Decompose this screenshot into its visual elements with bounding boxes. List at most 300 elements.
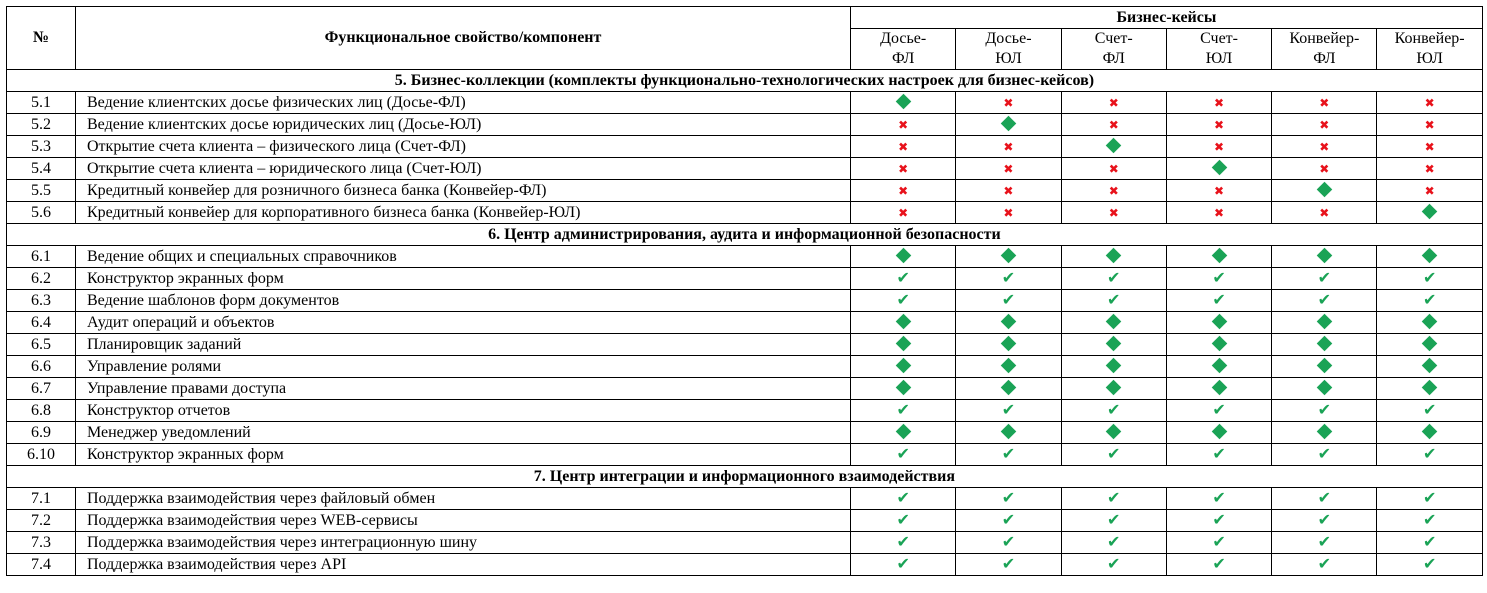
diamond-icon	[1211, 314, 1227, 330]
diamond-icon	[1211, 358, 1227, 374]
check-icon: ✔	[1001, 554, 1016, 573]
table-row	[7, 334, 1483, 356]
case-label-line1: Досье-	[880, 30, 927, 47]
check-icon: ✔	[1212, 554, 1226, 573]
availability-cell	[956, 268, 1061, 290]
check-icon: ✔	[1422, 532, 1437, 551]
diamond-icon	[1001, 314, 1017, 330]
availability-cell	[1166, 114, 1271, 136]
row-number: 5.4	[7, 158, 76, 180]
availability-cell	[851, 290, 956, 312]
cross-icon: ✖	[1108, 161, 1119, 176]
feature-name: Конструктор экранных форм	[76, 268, 851, 290]
availability-cell	[1377, 510, 1482, 532]
table-row	[7, 202, 1483, 224]
table-row	[7, 290, 1483, 312]
diamond-icon	[1106, 358, 1122, 374]
diamond-icon	[1001, 358, 1017, 374]
table-row	[7, 158, 1483, 180]
availability-cell	[956, 202, 1061, 224]
availability-cell	[851, 378, 956, 400]
check-icon: ✔	[1001, 400, 1016, 419]
availability-cell	[956, 488, 1061, 510]
check-icon: ✔	[1001, 532, 1016, 551]
availability-cell	[1377, 268, 1482, 290]
availability-cell	[1166, 400, 1271, 422]
check-icon: ✔	[1317, 290, 1332, 309]
availability-cell	[1061, 488, 1166, 510]
diamond-icon	[895, 424, 911, 440]
availability-cell	[1166, 378, 1271, 400]
check-icon: ✔	[1107, 510, 1121, 529]
row-number: 5.3	[7, 136, 76, 158]
check-icon: ✔	[1317, 488, 1332, 507]
availability-cell	[956, 246, 1061, 268]
diamond-icon	[1106, 336, 1122, 352]
availability-cell	[1377, 356, 1482, 378]
availability-cell	[1061, 290, 1166, 312]
diamond-icon	[895, 248, 911, 264]
section-title: 6. Центр администрирования, аудита и информационной безопасности	[7, 224, 1483, 246]
feature-name: Ведение общих и специальных справочников	[76, 246, 851, 268]
availability-cell	[1166, 312, 1271, 334]
availability-cell	[1166, 532, 1271, 554]
check-icon: ✔	[1422, 400, 1437, 419]
availability-cell	[956, 532, 1061, 554]
case-label-line2: ФЛ	[892, 50, 915, 67]
column-group-business-cases: Бизнес-кейсы	[851, 7, 1483, 29]
cross-icon: ✖	[1003, 183, 1014, 198]
availability-cell	[956, 400, 1061, 422]
availability-cell	[1166, 158, 1271, 180]
cross-icon: ✖	[898, 139, 909, 154]
check-icon: ✔	[1422, 268, 1437, 287]
feature-name: Ведение клиентских досье физических лиц (Досье-ФЛ)	[76, 92, 851, 114]
row-number: 6.10	[7, 444, 76, 466]
check-icon: ✔	[1422, 488, 1437, 507]
column-header-case	[851, 29, 956, 70]
table-row	[7, 268, 1483, 290]
row-number: 5.6	[7, 202, 76, 224]
diamond-icon	[1106, 138, 1122, 154]
availability-cell	[1272, 356, 1377, 378]
availability-cell	[1061, 554, 1166, 576]
availability-cell	[956, 92, 1061, 114]
diamond-icon	[1422, 424, 1438, 440]
check-icon: ✔	[1422, 444, 1437, 463]
availability-cell	[851, 268, 956, 290]
availability-cell	[1166, 246, 1271, 268]
availability-cell	[1272, 400, 1377, 422]
table-row	[7, 92, 1483, 114]
diamond-icon	[1001, 336, 1017, 352]
cross-icon: ✖	[1319, 117, 1330, 132]
check-icon: ✔	[1107, 268, 1121, 287]
row-number: 6.3	[7, 290, 76, 312]
case-label-line2: ЮЛ	[1205, 50, 1233, 67]
feature-name: Ведение клиентских досье юридических лиц (Досье-ЮЛ)	[76, 114, 851, 136]
availability-cell	[1061, 312, 1166, 334]
diamond-icon	[1317, 314, 1333, 330]
check-icon: ✔	[1212, 268, 1226, 287]
diamond-icon	[1422, 358, 1438, 374]
availability-cell	[1061, 136, 1166, 158]
availability-cell	[851, 180, 956, 202]
case-label-line2: ЮЛ	[995, 50, 1022, 67]
feature-name: Управление правами доступа	[76, 378, 851, 400]
availability-cell	[1061, 378, 1166, 400]
availability-cell	[851, 444, 956, 466]
check-icon: ✔	[1317, 554, 1332, 573]
availability-cell	[1377, 92, 1482, 114]
diamond-icon	[895, 336, 911, 352]
availability-cell	[1061, 510, 1166, 532]
availability-cell	[851, 334, 956, 356]
cross-icon: ✖	[898, 117, 909, 132]
check-icon: ✔	[1107, 400, 1121, 419]
check-icon: ✔	[1001, 444, 1016, 463]
availability-cell	[1272, 510, 1377, 532]
availability-cell	[851, 510, 956, 532]
availability-cell	[1061, 268, 1166, 290]
feature-name: Планировщик заданий	[76, 334, 851, 356]
feature-name: Ведение шаблонов форм документов	[76, 290, 851, 312]
row-number: 6.1	[7, 246, 76, 268]
check-icon: ✔	[1317, 532, 1332, 551]
diamond-icon	[1211, 160, 1227, 176]
cross-icon: ✖	[1108, 117, 1119, 132]
cross-icon: ✖	[1108, 183, 1119, 198]
availability-cell	[1272, 488, 1377, 510]
case-label-line1: Досье-	[985, 30, 1032, 47]
availability-cell	[1377, 312, 1482, 334]
check-icon: ✔	[896, 510, 910, 529]
availability-cell	[1061, 246, 1166, 268]
case-label-line2: ФЛ	[1102, 50, 1125, 67]
diamond-icon	[1211, 424, 1227, 440]
availability-cell	[1272, 136, 1377, 158]
availability-cell	[1377, 180, 1482, 202]
availability-cell	[1272, 180, 1377, 202]
availability-cell	[1061, 92, 1166, 114]
cross-icon: ✖	[898, 205, 909, 220]
availability-cell	[956, 444, 1061, 466]
cross-icon: ✖	[1214, 95, 1225, 110]
availability-cell	[956, 554, 1061, 576]
row-number: 7.2	[7, 510, 76, 532]
availability-cell	[1166, 202, 1271, 224]
section-header-row	[7, 70, 1483, 92]
availability-cell	[1377, 246, 1482, 268]
diamond-icon	[1106, 314, 1122, 330]
check-icon: ✔	[1212, 532, 1226, 551]
row-number: 7.1	[7, 488, 76, 510]
availability-cell	[1061, 334, 1166, 356]
availability-cell	[956, 290, 1061, 312]
availability-cell	[1377, 378, 1482, 400]
diamond-icon	[1001, 248, 1017, 264]
cross-icon: ✖	[898, 161, 909, 176]
availability-cell	[851, 356, 956, 378]
column-header-case	[1377, 29, 1482, 70]
availability-cell	[1166, 444, 1271, 466]
diamond-icon	[1001, 424, 1017, 440]
check-icon: ✔	[1107, 488, 1121, 507]
availability-cell	[1166, 488, 1271, 510]
check-icon: ✔	[1317, 510, 1332, 529]
case-label-line1: Конвейер-	[1394, 30, 1465, 47]
cross-icon: ✖	[1319, 139, 1330, 154]
diamond-icon	[1106, 380, 1122, 396]
availability-cell	[1272, 114, 1377, 136]
row-number: 6.5	[7, 334, 76, 356]
availability-cell	[956, 114, 1061, 136]
availability-cell	[1061, 202, 1166, 224]
row-number: 5.5	[7, 180, 76, 202]
row-number: 5.1	[7, 92, 76, 114]
row-number: 6.7	[7, 378, 76, 400]
availability-cell	[956, 158, 1061, 180]
check-icon: ✔	[1001, 290, 1016, 309]
table-row	[7, 312, 1483, 334]
case-label-line1: Счет-	[1094, 30, 1133, 47]
check-icon: ✔	[896, 290, 910, 309]
row-number: 6.4	[7, 312, 76, 334]
diamond-icon	[1317, 380, 1333, 396]
cross-icon: ✖	[1424, 161, 1435, 176]
availability-cell	[851, 554, 956, 576]
case-label-line1: Счет-	[1200, 30, 1238, 47]
availability-cell	[851, 400, 956, 422]
diamond-icon	[895, 380, 911, 396]
availability-cell	[1272, 246, 1377, 268]
column-header-case	[956, 29, 1061, 70]
diamond-icon	[1422, 336, 1438, 352]
availability-cell	[1377, 532, 1482, 554]
row-number: 6.2	[7, 268, 76, 290]
row-number: 6.8	[7, 400, 76, 422]
check-icon: ✔	[1212, 488, 1226, 507]
check-icon: ✔	[1107, 444, 1121, 463]
check-icon: ✔	[896, 488, 910, 507]
availability-cell	[851, 488, 956, 510]
check-icon: ✔	[896, 554, 910, 573]
check-icon: ✔	[896, 444, 910, 463]
feature-name: Кредитный конвейер для корпоративного бизнеса банка (Конвейер-ЮЛ)	[76, 202, 851, 224]
diamond-icon	[1106, 424, 1122, 440]
feature-name: Поддержка взаимодействия через интеграционную шину	[76, 532, 851, 554]
availability-cell	[1166, 510, 1271, 532]
availability-cell	[1061, 158, 1166, 180]
feature-name: Конструктор отчетов	[76, 400, 851, 422]
diamond-icon	[1422, 204, 1438, 220]
check-icon: ✔	[1212, 510, 1226, 529]
availability-cell	[1377, 136, 1482, 158]
availability-cell	[956, 510, 1061, 532]
availability-cell	[1166, 290, 1271, 312]
availability-cell	[1166, 136, 1271, 158]
availability-cell	[1377, 290, 1482, 312]
column-header-number: №	[7, 7, 76, 70]
cross-icon: ✖	[1319, 161, 1330, 176]
diamond-icon	[895, 94, 911, 110]
diamond-icon	[1001, 116, 1017, 132]
feature-name: Открытие счета клиента – юридического лица (Счет-ЮЛ)	[76, 158, 851, 180]
column-header-case	[1272, 29, 1377, 70]
feature-name: Аудит операций и объектов	[76, 312, 851, 334]
availability-cell	[1166, 422, 1271, 444]
column-header-case	[1061, 29, 1166, 70]
availability-cell	[1061, 180, 1166, 202]
availability-cell	[956, 312, 1061, 334]
availability-cell	[1377, 114, 1482, 136]
diamond-icon	[1422, 314, 1438, 330]
check-icon: ✔	[1212, 290, 1226, 309]
availability-cell	[1166, 554, 1271, 576]
cross-icon: ✖	[1108, 95, 1119, 110]
diamond-icon	[1317, 358, 1333, 374]
cross-icon: ✖	[1003, 161, 1014, 176]
diamond-icon	[1001, 380, 1017, 396]
diamond-icon	[1106, 248, 1122, 264]
check-icon: ✔	[1422, 290, 1437, 309]
feature-name: Управление ролями	[76, 356, 851, 378]
row-number: 6.9	[7, 422, 76, 444]
check-icon: ✔	[1107, 290, 1121, 309]
availability-cell	[1377, 488, 1482, 510]
availability-cell	[851, 136, 956, 158]
table-row	[7, 400, 1483, 422]
table-row	[7, 180, 1483, 202]
check-icon: ✔	[1317, 268, 1332, 287]
section-header-row	[7, 466, 1483, 488]
table-row	[7, 488, 1483, 510]
availability-cell	[1061, 114, 1166, 136]
cross-icon: ✖	[1003, 139, 1014, 154]
availability-cell	[1272, 532, 1377, 554]
table-row	[7, 444, 1483, 466]
cross-icon: ✖	[1003, 95, 1014, 110]
diamond-icon	[1317, 182, 1333, 198]
section-title: 7. Центр интеграции и информационного взаимодействия	[7, 466, 1483, 488]
availability-cell	[1166, 180, 1271, 202]
feature-name: Поддержка взаимодействия через API	[76, 554, 851, 576]
availability-cell	[956, 378, 1061, 400]
cross-icon: ✖	[1319, 95, 1330, 110]
availability-cell	[1272, 378, 1377, 400]
feature-matrix-table	[6, 6, 1483, 576]
availability-cell	[851, 312, 956, 334]
row-number: 6.6	[7, 356, 76, 378]
availability-cell	[1166, 268, 1271, 290]
availability-cell	[1272, 422, 1377, 444]
availability-cell	[1061, 444, 1166, 466]
table-row	[7, 356, 1483, 378]
diamond-icon	[1422, 380, 1438, 396]
availability-cell	[851, 158, 956, 180]
availability-cell	[1061, 356, 1166, 378]
cross-icon: ✖	[1424, 183, 1435, 198]
table-row	[7, 510, 1483, 532]
availability-cell	[1166, 92, 1271, 114]
cross-icon: ✖	[1214, 139, 1225, 154]
cross-icon: ✖	[1424, 117, 1435, 132]
check-icon: ✔	[1212, 444, 1226, 463]
availability-cell	[851, 114, 956, 136]
column-header-case	[1166, 29, 1271, 70]
availability-cell	[1272, 290, 1377, 312]
cross-icon: ✖	[1003, 205, 1014, 220]
availability-cell	[956, 180, 1061, 202]
check-icon: ✔	[1422, 510, 1437, 529]
availability-cell	[1377, 554, 1482, 576]
table-row	[7, 422, 1483, 444]
availability-cell	[1272, 202, 1377, 224]
check-icon: ✔	[1212, 400, 1226, 419]
cross-icon: ✖	[1108, 205, 1119, 220]
diamond-icon	[1211, 336, 1227, 352]
feature-name: Поддержка взаимодействия через WEB-сервисы	[76, 510, 851, 532]
check-icon: ✔	[1107, 532, 1121, 551]
check-icon: ✔	[1422, 554, 1437, 573]
feature-name: Конструктор экранных форм	[76, 444, 851, 466]
availability-cell	[1272, 268, 1377, 290]
cross-icon: ✖	[1214, 205, 1225, 220]
section-title: 5. Бизнес-коллекции (комплекты функционально-технологических настроек для бизнес-кейсов)	[7, 70, 1483, 92]
check-icon: ✔	[896, 400, 910, 419]
diamond-icon	[895, 314, 911, 330]
table-row	[7, 554, 1483, 576]
availability-cell	[1166, 334, 1271, 356]
row-number: 7.4	[7, 554, 76, 576]
check-icon: ✔	[1001, 488, 1016, 507]
availability-cell	[1272, 92, 1377, 114]
availability-cell	[1166, 356, 1271, 378]
check-icon: ✔	[1107, 554, 1121, 573]
availability-cell	[1377, 158, 1482, 180]
availability-cell	[1272, 312, 1377, 334]
check-icon: ✔	[1001, 268, 1016, 287]
cross-icon: ✖	[1424, 95, 1435, 110]
diamond-icon	[1422, 248, 1438, 264]
availability-cell	[1061, 532, 1166, 554]
table-row	[7, 378, 1483, 400]
table-row	[7, 114, 1483, 136]
table-row	[7, 136, 1483, 158]
availability-cell	[851, 202, 956, 224]
feature-name: Открытие счета клиента – физического лица (Счет-ФЛ)	[76, 136, 851, 158]
availability-cell	[851, 246, 956, 268]
availability-cell	[956, 356, 1061, 378]
row-number: 5.2	[7, 114, 76, 136]
check-icon: ✔	[1317, 400, 1332, 419]
availability-cell	[956, 334, 1061, 356]
case-label-line2: ЮЛ	[1416, 50, 1443, 67]
availability-cell	[851, 422, 956, 444]
diamond-icon	[1211, 248, 1227, 264]
cross-icon: ✖	[1214, 183, 1225, 198]
availability-cell	[851, 92, 956, 114]
availability-cell	[1272, 334, 1377, 356]
check-icon: ✔	[896, 532, 910, 551]
availability-cell	[1061, 422, 1166, 444]
column-header-feature: Функциональное свойство/компонент	[76, 7, 851, 70]
diamond-icon	[895, 358, 911, 374]
diamond-icon	[1317, 336, 1333, 352]
check-icon: ✔	[896, 268, 910, 287]
section-header-row	[7, 224, 1483, 246]
availability-cell	[1377, 202, 1482, 224]
